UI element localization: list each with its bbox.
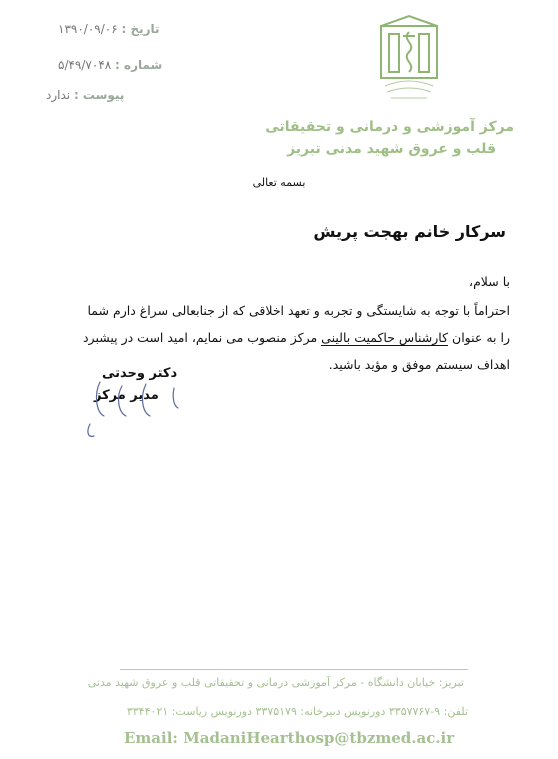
body-line-2-start: را به عنوان xyxy=(448,330,510,345)
signatory-name: دکتر وحدتی xyxy=(102,366,178,381)
footer-divider xyxy=(120,669,468,670)
date-label: تاریخ : xyxy=(121,22,160,36)
body-line-2 xyxy=(44,330,510,345)
body-line-1: احتراماً با توجه به شایستگی و تجربه و تعهد اخلاقی که از جنابعالی سراغ دارم شما xyxy=(87,303,510,318)
body-line-3: اهداف سیستم موفق و مؤید باشید. xyxy=(328,357,510,372)
body-line-2-end: مرکز منصوب می نمایم، امید است در پیشبرد xyxy=(82,330,322,345)
date-row xyxy=(58,22,160,36)
number-label: شماره : xyxy=(115,58,163,72)
attachment-value: ندارد xyxy=(46,88,71,102)
greeting: با سلام، xyxy=(469,274,510,289)
org-name-line1: مرکز آموزشی و درمانی و تحقیقاتی xyxy=(265,119,514,135)
attachment-row xyxy=(46,88,124,102)
date-value: ۱۳۹۰/۰۹/۰۶ xyxy=(58,22,118,36)
footer-phones: تلفن: ۹-۳۳۵۷۷۶۷ دورنویس دبیرخانه: ۳۳۷۵۱۷۹ دورنویس ریاست: ۳۳۴۴۰۲۱ xyxy=(126,705,468,718)
number-value: ۵/۴۹/۷۰۴۸ xyxy=(58,58,112,72)
footer-address: تبریز: خیابان دانشگاه - مرکز آموزشی درمانی و تحقیقاتی قلب و عروق شهید مدنی xyxy=(87,676,464,689)
footer-email: Email: MadaniHearthosp@tbzmed.ac.ir xyxy=(124,729,455,747)
role-title: کارشناس حاکمیت بالینی xyxy=(321,330,449,345)
bismillah: بسمه تعالی xyxy=(252,176,306,189)
addressee: سرکار خانم بهجت پریش xyxy=(313,222,506,241)
handwritten-signature-icon xyxy=(80,372,180,442)
attachment-label: پیوست : xyxy=(73,88,125,102)
org-name-line2: قلب و عروق شهید مدنی تبریز xyxy=(287,141,496,157)
university-logo-icon xyxy=(377,14,441,104)
number-row xyxy=(58,58,162,72)
signatory-title: مدیر مرکز xyxy=(94,388,159,403)
